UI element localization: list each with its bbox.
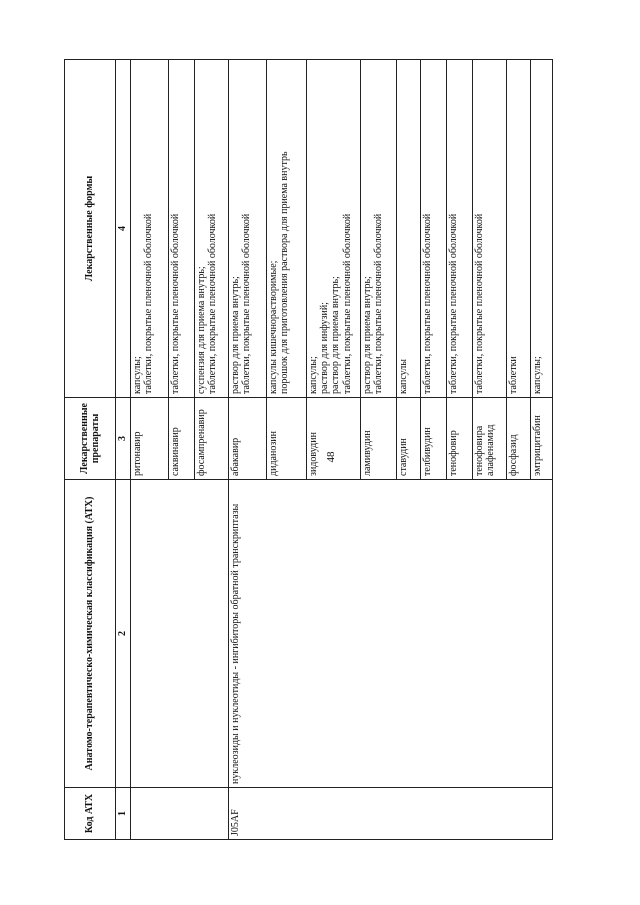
- drug-table: [64, 59, 553, 840]
- drug-name-cell: ритонавир: [131, 398, 169, 480]
- dosage-form-line: таблетки: [508, 356, 519, 394]
- empty-classification-cell: [131, 480, 229, 788]
- dosage-form-line: таблетки, покрытые пленочной оболочкой: [241, 213, 253, 394]
- drug-name-cell: телбивудин: [421, 398, 447, 480]
- rotated-page-content: [64, 60, 580, 840]
- header-drugs: Лекарственные препараты: [65, 398, 116, 480]
- dosage-form-line: таблетки, покрытые пленочной оболочкой: [474, 213, 485, 394]
- dosage-forms-cell: [229, 60, 267, 398]
- dosage-form-line: раствор для приема внутрь;: [330, 276, 342, 394]
- page-number: 48: [325, 451, 337, 463]
- drug-name-cell: тенофовира алафенамид: [473, 398, 507, 480]
- dosage-form-line: капсулы кишечнорастворимые;: [268, 260, 279, 394]
- header-atc-code: Код АТХ: [65, 788, 116, 840]
- dosage-form-line: таблетки, покрытые пленочной оболочкой: [341, 213, 353, 394]
- dosage-forms-cell: [169, 60, 195, 398]
- column-number-2: 2: [116, 480, 131, 788]
- drug-name-cell: эмтрицитабин: [531, 398, 553, 480]
- dosage-form-line: таблетки, покрытые пленочной оболочкой: [143, 213, 155, 394]
- dosage-form-line: раствор для инфузий;: [319, 302, 331, 394]
- atc-classification-cell: нуклеозиды и нуклеотиды - ингибиторы обратной транскриптазы: [229, 480, 553, 788]
- dosage-forms-cell: [397, 60, 421, 398]
- column-number-4: 4: [116, 60, 131, 398]
- drug-name-cell: тенофовир: [447, 398, 473, 480]
- dosage-forms-cell: [473, 60, 507, 398]
- drug-name-cell: фосампренавир: [195, 398, 229, 480]
- header-atc-classification: Анатомо-терапевтическо-химическая классификация (АТХ): [65, 480, 116, 788]
- drug-name-cell: абакавир: [229, 398, 267, 480]
- column-number-3: 3: [116, 398, 131, 480]
- dosage-form-line: капсулы;: [532, 356, 543, 394]
- dosage-forms-cell: [307, 60, 361, 398]
- dosage-form-line: суспензия для приема внутрь;: [196, 266, 207, 394]
- drug-name-cell: диданозин: [267, 398, 307, 480]
- dosage-forms-cell: [195, 60, 229, 398]
- empty-code-cell: [131, 788, 229, 840]
- dosage-form-line: раствор для приема внутрь;: [362, 276, 373, 394]
- dosage-form-line: таблетки, покрытые пленочной оболочкой: [207, 213, 219, 394]
- table-header-row: [65, 60, 116, 840]
- dosage-forms-cell: [267, 60, 307, 398]
- dosage-form-line: таблетки, покрытые пленочной оболочкой: [170, 213, 181, 394]
- dosage-form-line: таблетки, покрытые пленочной оболочкой: [448, 213, 459, 394]
- column-number-1: 1: [116, 788, 131, 840]
- dosage-forms-cell: [421, 60, 447, 398]
- dosage-form-line: таблетки, покрытые пленочной оболочкой: [422, 213, 433, 394]
- drug-name-cell: зидовудин: [307, 398, 361, 480]
- dosage-form-line: капсулы;: [132, 356, 143, 394]
- dosage-form-line: капсулы: [398, 359, 409, 394]
- table-row: [131, 60, 169, 840]
- dosage-forms-cell: [361, 60, 397, 398]
- header-dosage-forms: Лекарственные формы: [65, 60, 116, 398]
- dosage-forms-cell: [447, 60, 473, 398]
- atc-code-cell: J05AF: [229, 788, 553, 840]
- dosage-form-line: раствор для приема внутрь;: [230, 276, 241, 394]
- column-number-row: [116, 60, 131, 840]
- dosage-form-line: порошок для приготовления раствора для приема внутрь: [279, 151, 291, 394]
- drug-name-cell: саквинавир: [169, 398, 195, 480]
- dosage-form-line: таблетки, покрытые пленочной оболочкой: [373, 213, 385, 394]
- drug-name-cell: ламивудин: [361, 398, 397, 480]
- drug-name-cell: фосфазид: [507, 398, 531, 480]
- drug-name-cell: ставудин: [397, 398, 421, 480]
- dosage-forms-cell: [507, 60, 531, 398]
- dosage-form-line: капсулы;: [308, 356, 319, 394]
- dosage-forms-cell: [531, 60, 553, 398]
- dosage-forms-cell: [131, 60, 169, 398]
- table-row: [229, 60, 267, 840]
